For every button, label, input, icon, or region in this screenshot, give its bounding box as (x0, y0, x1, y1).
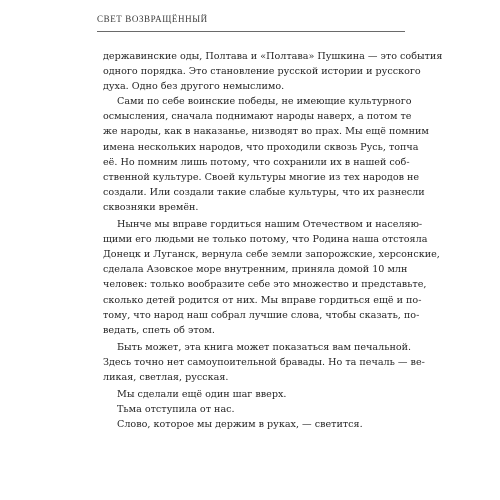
text-line: ственной культуре. Своей культуры многие из тех народов не (103, 171, 420, 183)
text-line: Нынче мы вправе гордиться нашим Отечеством и населяю- (117, 219, 423, 231)
text-line: Слово, которое мы держим в руках, — светится. (117, 419, 363, 431)
text-line: сколько детей родится от них. Мы вправе гордиться ещё и по- (103, 294, 422, 306)
paragraph-1 (103, 49, 443, 94)
paragraph-6 (103, 402, 403, 417)
text-line: одного порядка. Это становление русской истории и русского (103, 66, 421, 78)
text-line: осмысления, сначала поднимают народы наверх, а потом те (103, 111, 412, 123)
text-line: тому, что народ наш собрал лучшие слова, чтобы сказать, по- (103, 309, 420, 321)
paragraph-7 (103, 417, 403, 432)
text-line: сделала Азовское море внутренним, приняла домой 10 млн (103, 264, 408, 276)
text-line: создали. Или создали такие слабые культуры, что их разнесли (103, 186, 425, 198)
header-rule (97, 31, 405, 32)
text-line: человек: только вообразите себе это множество и представьте, (103, 279, 427, 291)
text-line: Сами по себе воинские победы, не имеющие культурного (117, 96, 412, 108)
text-line: ведать, спеть об этом. (103, 324, 215, 336)
text-line: имена нескольких народов, что проходили сквозь Русь, топча (103, 141, 419, 153)
text-line: Тьма отступила от нас. (117, 404, 235, 416)
paragraph-5 (103, 387, 403, 402)
text-line: Быть может, эта книга может показаться вам печальной. (117, 341, 412, 353)
text-line: её. Но помним лишь потому, что сохранили их в нашей соб- (103, 156, 410, 168)
text-line: Мы сделали ещё один шаг вверх. (117, 389, 287, 401)
text-line: державинские оды, Полтава и «Полтава» Пушкина — это события (103, 51, 443, 62)
text-line: Донецк и Луганск, вернула себе земли запорожские, херсонские, (103, 249, 440, 261)
paragraph-3 (103, 217, 440, 338)
text-line: ликая, светлая, русская. (103, 371, 229, 383)
body-text (103, 49, 443, 432)
paragraph-2 (103, 94, 429, 215)
text-line: щими его людьми не только потому, что Родина наша отстояла (103, 234, 428, 246)
running-head: СВЕТ ВОЗВРАЩЁННЫЙ (97, 14, 208, 24)
text-line: духа. Одно без другого немыслимо. (103, 81, 285, 93)
text-line: сквозняки времён. (103, 201, 199, 213)
paragraph-4 (103, 340, 425, 385)
text-line: же народы, как в наказанье, низводят во прах. Мы ещё помним (103, 126, 429, 138)
text-line: Здесь точно нет самоупоительной бравады. Но та печаль — ве- (103, 356, 425, 368)
